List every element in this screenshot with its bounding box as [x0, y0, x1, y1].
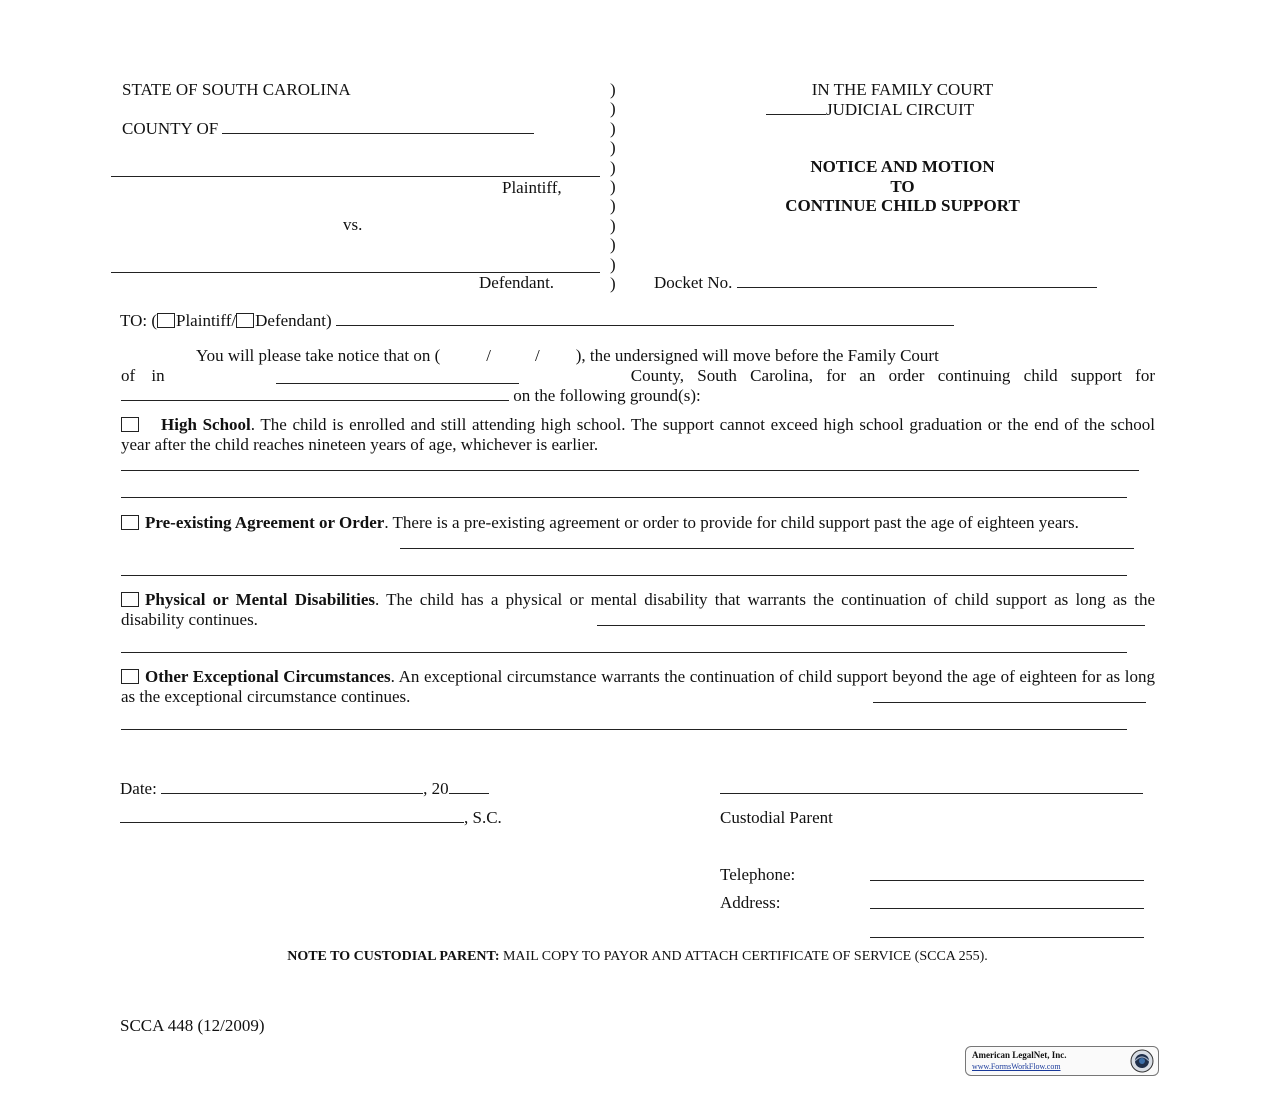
sc-suffix: , S.C.: [464, 808, 502, 827]
preexisting-checkbox[interactable]: [121, 515, 139, 530]
notice-line1: [196, 346, 939, 366]
to-prefix: TO: (: [120, 311, 157, 330]
notice-of-in: of in: [121, 366, 165, 385]
caption-divider: ) ) ) ) ) ) ) ) ) ) ): [610, 80, 616, 293]
address-label: Address:: [720, 893, 781, 912]
form-title-line3: CONTINUE CHILD SUPPORT: [785, 196, 1020, 215]
ground-title: Pre-existing Agreement or Order: [145, 513, 385, 532]
docket-line: [654, 273, 1097, 293]
ground-text: . An exceptional circumstance warrants the continuation of child support beyond the age of eighteen for as long as the exceptional circumstance continues.: [121, 667, 1155, 706]
publisher-name: American LegalNet, Inc.: [972, 1050, 1067, 1060]
docket-input[interactable]: [737, 273, 1097, 288]
globe-logo-icon: [1130, 1049, 1154, 1073]
ground-text: . The child is enrolled and still attending high school. The support cannot exceed high school graduation or the end of the school year after the child reaches nineteen years of age, whichever is earlier.: [121, 415, 1155, 454]
notice-county-text: County, South Carolina, for an order continuing child support for: [630, 366, 1155, 385]
date-slash-2: /: [535, 346, 540, 365]
address-input-line-1[interactable]: [870, 908, 1144, 909]
court-heading: IN THE FAMILY COURT: [811, 80, 994, 99]
telephone-label: Telephone:: [720, 865, 796, 884]
publisher-badge[interactable]: [965, 1046, 1159, 1076]
high-school-detail-line-2[interactable]: [121, 497, 1127, 498]
high-school-detail-line-1[interactable]: [121, 470, 1139, 471]
preexisting-detail-line-1[interactable]: [400, 548, 1134, 549]
state-heading: STATE OF SOUTH CAROLINA: [122, 80, 351, 99]
note-text: MAIL COPY TO PAYOR AND ATTACH CERTIFICATE OF SERVICE (SCCA 255).: [499, 949, 988, 964]
notice-line2: [121, 366, 1155, 386]
circuit-line: [766, 100, 974, 120]
telephone-input[interactable]: [870, 880, 1144, 881]
disabilities-detail-line-1[interactable]: [597, 625, 1145, 626]
city-input[interactable]: [120, 808, 464, 823]
plaintiff-checkbox[interactable]: [157, 313, 175, 328]
address-input-line-2[interactable]: [870, 937, 1144, 938]
to-name-input[interactable]: [336, 311, 954, 326]
date-input[interactable]: [161, 779, 423, 794]
plaintiff-label: Plaintiff,: [502, 178, 562, 197]
date-slash-1: /: [486, 346, 491, 365]
ground-title: Other Exceptional Circumstances: [145, 667, 391, 686]
ground-high-school: [121, 415, 1155, 455]
disabilities-checkbox[interactable]: [121, 592, 139, 607]
versus-label: vs.: [343, 215, 363, 234]
ground-disabilities: [121, 590, 1155, 630]
form-title-line1: NOTICE AND MOTION: [810, 157, 995, 176]
date-line: [120, 779, 489, 799]
custodial-parent-label: Custodial Parent: [720, 808, 833, 827]
county-input[interactable]: [222, 119, 534, 134]
ground-exceptional: [121, 667, 1155, 707]
ground-text: . The child has a physical or mental disability that warrants the continuation of child support as long as the disability continues.: [121, 590, 1155, 629]
to-defendant-label: Defendant): [255, 311, 332, 330]
ground-title: Physical or Mental Disabilities: [145, 590, 376, 609]
to-line: [120, 311, 954, 331]
notice-grounds-text: on the following ground(s):: [513, 386, 701, 405]
exceptional-detail-line-2[interactable]: [121, 729, 1127, 730]
ground-preexisting: [121, 513, 1155, 533]
notice-text-start: You will please take notice that on (: [196, 346, 441, 365]
ground-title: High School: [161, 415, 251, 434]
exceptional-detail-line-1[interactable]: [873, 702, 1146, 703]
docket-label: Docket No.: [654, 273, 733, 292]
date-label: Date:: [120, 779, 157, 798]
circuit-label: JUDICIAL CIRCUIT: [826, 100, 975, 119]
child-name-input[interactable]: [121, 386, 509, 401]
exceptional-checkbox[interactable]: [121, 669, 139, 684]
defendant-label: Defendant.: [479, 273, 555, 292]
year-prefix: , 20: [423, 779, 449, 798]
plaintiff-name-input[interactable]: [111, 176, 600, 177]
county-label: COUNTY OF: [122, 119, 219, 138]
defendant-checkbox[interactable]: [236, 313, 254, 328]
year-input[interactable]: [449, 779, 489, 794]
ground-text: . There is a pre-existing agreement or order to provide for child support past the age of eighteen years.: [384, 513, 1079, 532]
high-school-checkbox[interactable]: [121, 417, 139, 432]
hearing-county-input[interactable]: [276, 369, 519, 384]
circuit-input[interactable]: [766, 100, 826, 115]
preexisting-detail-line-2[interactable]: [121, 575, 1127, 576]
signature-input[interactable]: [720, 793, 1143, 794]
note-heading: NOTE TO CUSTODIAL PARENT:: [287, 949, 500, 964]
form-title-line2: TO: [890, 177, 915, 196]
publisher-url[interactable]: www.FormsWorkFlow.com: [972, 1062, 1061, 1071]
custodial-parent-note: [100, 949, 1175, 965]
notice-text-end: ), the undersigned will move before the Family Court: [575, 346, 939, 365]
to-plaintiff-label: Plaintiff/: [176, 311, 237, 330]
form-number: SCCA 448 (12/2009): [120, 1016, 265, 1035]
county-line: [122, 119, 534, 139]
notice-line3: [121, 386, 701, 406]
city-line: [120, 808, 502, 828]
disabilities-detail-line-2[interactable]: [121, 652, 1127, 653]
